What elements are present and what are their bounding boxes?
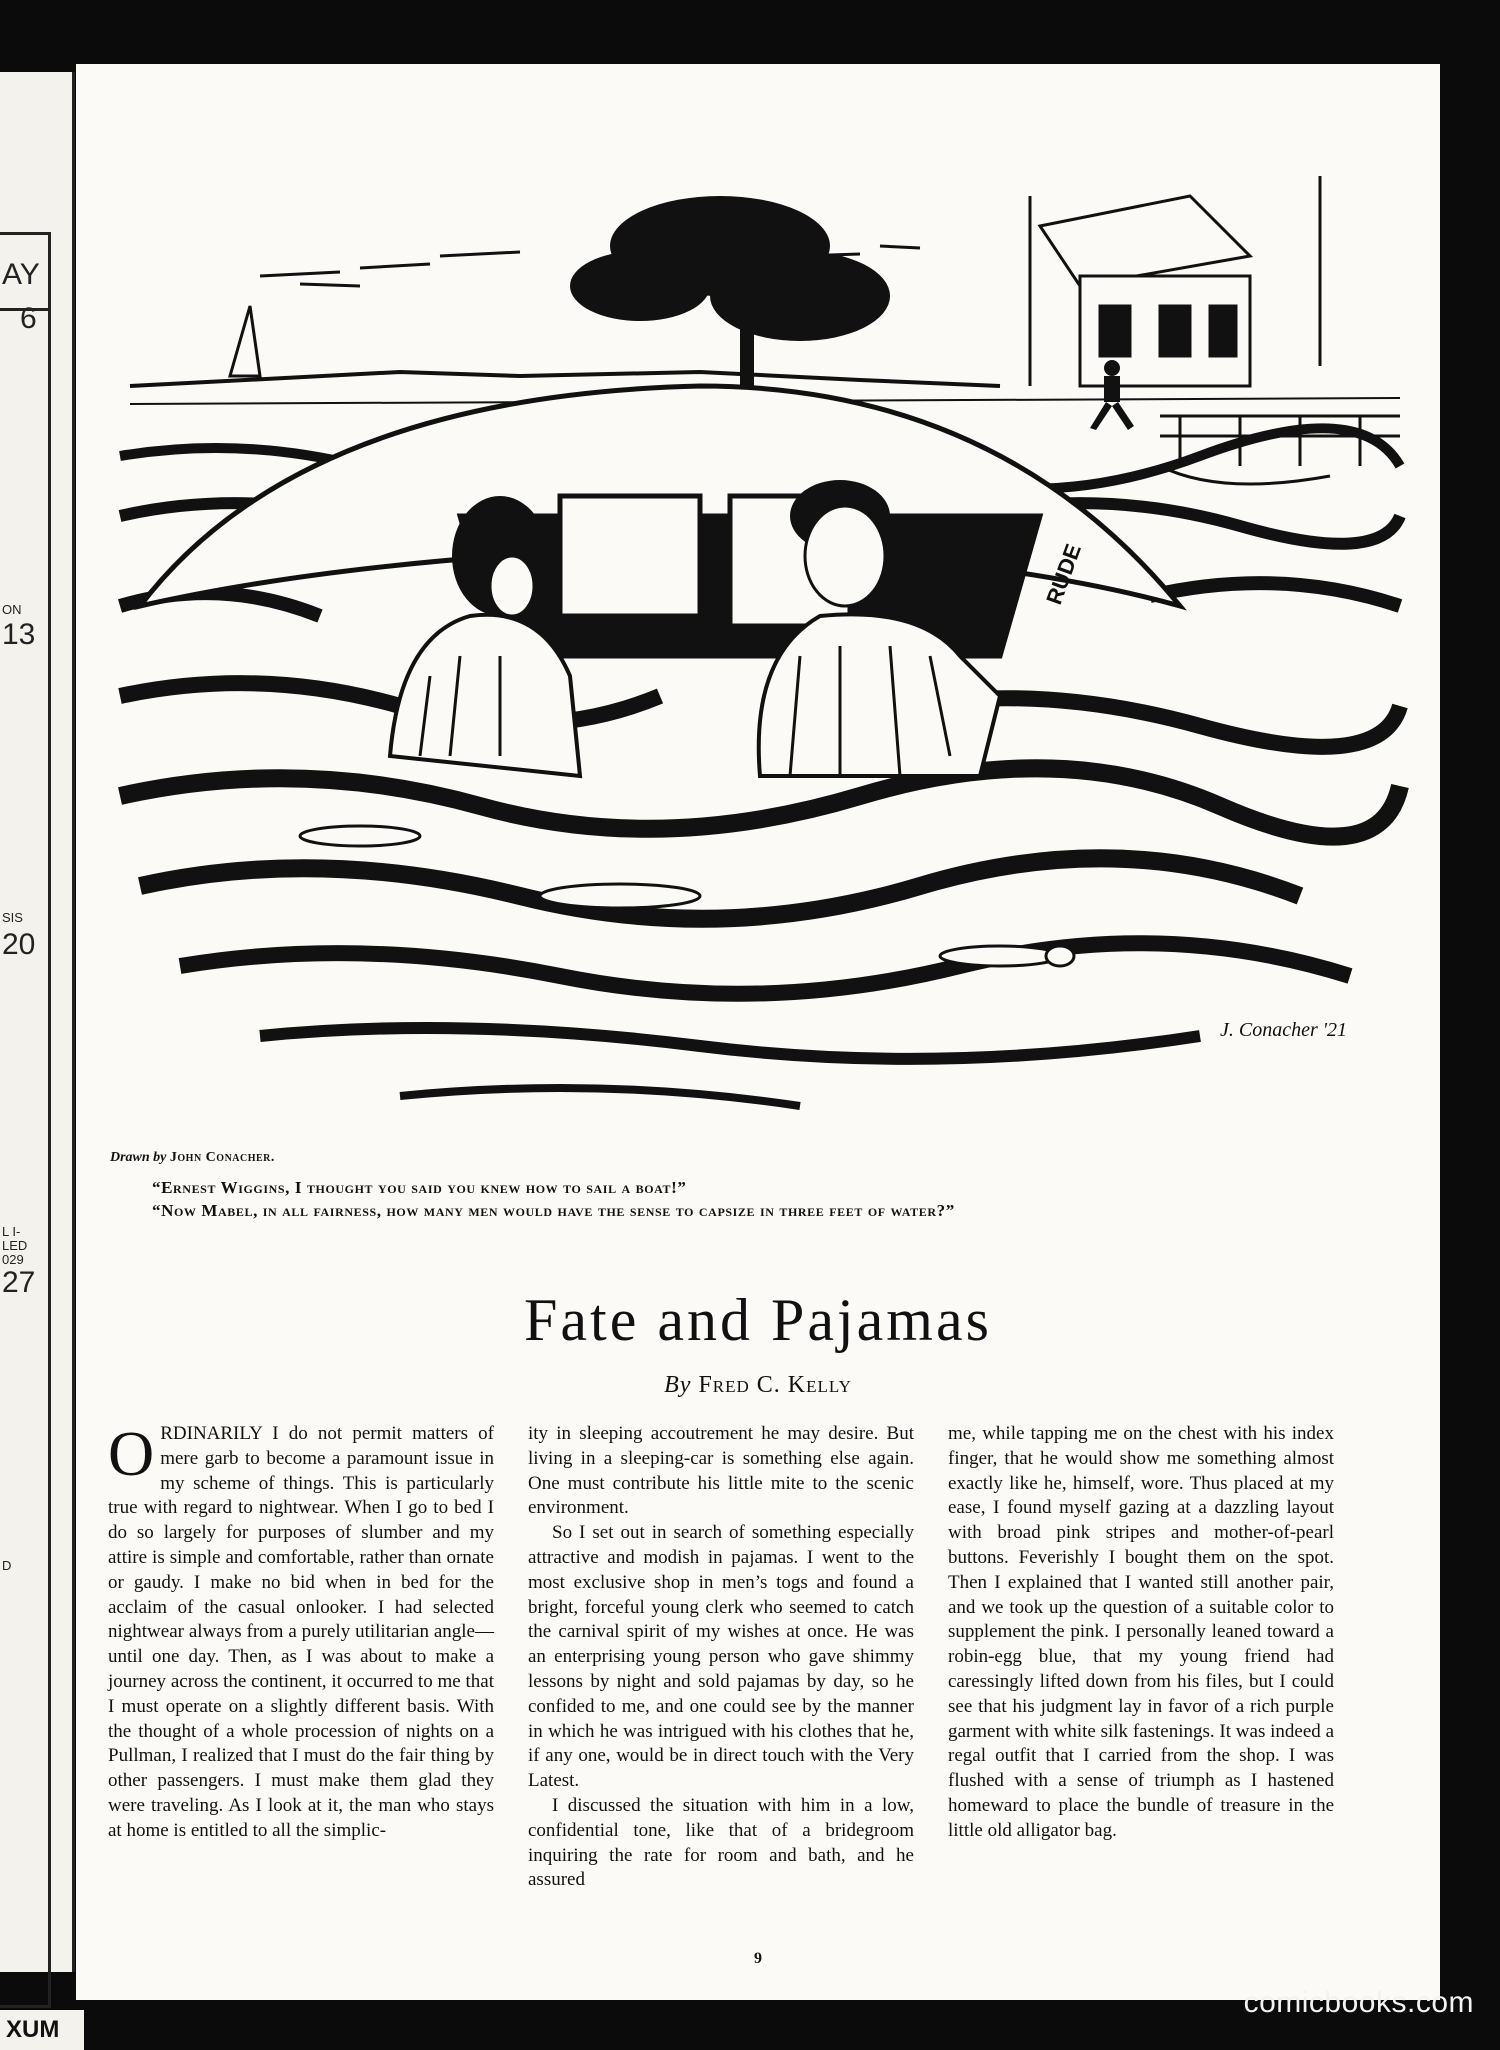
illustration-capsized-boat bbox=[100, 136, 1416, 1156]
left-fragment: 6 bbox=[20, 302, 37, 335]
left-fragment: D bbox=[2, 1558, 12, 1573]
article-column-2 bbox=[528, 1422, 914, 1893]
boat-name: RUDE bbox=[1041, 540, 1087, 608]
article-title: Fate and Pajamas bbox=[524, 1287, 992, 1353]
source-watermark: comicbooks.com bbox=[1243, 1986, 1474, 2019]
article-paragraph: So I set out in search of something especially attractive and modish in pajamas. I went to the most exclusive shop in men’s togs and found a bright, forceful young clerk who seemed to catch the carnival spirit of my wishes at once. He was an enterprising young person who gave shimmy lessons by night and sold pajamas by day, so he confided to me, and one could see by the manner in which he was intrigued with his clothes that he, if any one, would be in direct touch with the Very Latest. bbox=[528, 1522, 914, 1792]
article-paragraph: ity in sleeping accoutrement he may desire. But living in a sleeping-car is something else again. One must contribute his little mite to the scenic environment. bbox=[528, 1423, 914, 1519]
article-paragraph: I discussed the situation with him in a low, confidential tone, like that of a bridegroom inquiring the rate for room and bath, and he assured bbox=[528, 1794, 914, 1891]
byline-author: Fred C. Kelly bbox=[698, 1372, 852, 1398]
article-column-3 bbox=[948, 1422, 1334, 1893]
article-body bbox=[108, 1418, 1408, 1893]
caption-line-2: “Now Mabel, in all fairness, how many men would have the sense to capsize in three feet of water?” bbox=[152, 1201, 955, 1220]
article-paragraph bbox=[108, 1418, 494, 1844]
left-fragment: 13 bbox=[2, 618, 36, 651]
left-fragment: SIS bbox=[2, 910, 23, 925]
left-fragment: AY bbox=[2, 258, 40, 291]
drop-cap: O bbox=[108, 1418, 155, 1489]
artist-signature: J. Conacher '21 bbox=[1220, 1019, 1348, 1041]
credit-artist: John Conacher. bbox=[169, 1150, 275, 1165]
left-page-frame bbox=[0, 232, 51, 2008]
left-fragment: ON bbox=[2, 602, 22, 617]
article-paragraph: me, while tapping me on the chest with his index finger, that he would show me something almost exactly like he, himself, wore. Thus placed at my ease, I found myself gazing at a dazzling layout with broad pink stripes and mother-of-pearl buttons. Feverishly I bought them on the spot. Then I explained that I wanted still another pair, and we took up the question of a suitable color to supplement the pink. I personally leaned toward a robin-egg blue, that my young friend had caressingly lifted down from his files, but I could see that his judgment lay in favor of a rich purple garment with white silk fastenings. It was indeed a regal outfit that I carried from the shop. I was flushed with a sense of triumph as I hastened homeward to place the bundle of treasure in the little old alligator bag. bbox=[948, 1423, 1334, 1841]
article-column-1 bbox=[108, 1418, 494, 1893]
page-number: 9 bbox=[754, 1950, 762, 1967]
credit-prefix: Drawn by bbox=[110, 1150, 167, 1165]
illustration-caption bbox=[152, 1176, 955, 1222]
illustration-credit bbox=[110, 1150, 275, 1166]
left-fragment: 20 bbox=[2, 928, 36, 961]
left-fragment: 029 bbox=[2, 1252, 24, 1267]
magazine-page bbox=[76, 64, 1440, 2000]
left-bottom-tab: XUM bbox=[0, 2010, 84, 2050]
caption-line-1: “Ernest Wiggins, I thought you said you knew how to sail a boat!” bbox=[152, 1178, 687, 1197]
left-fragment: LED bbox=[2, 1238, 28, 1253]
left-fragment: L I- bbox=[2, 1224, 21, 1239]
left-fragment: 27 bbox=[2, 1266, 36, 1299]
article-byline bbox=[76, 1372, 1440, 1399]
byline-prefix: By bbox=[664, 1372, 692, 1398]
paragraph-text: RDINARILY I do not permit matters of mere garb to become a paramount issue in my scheme of things. This is particularly true with regard to nightwear. When I go to bed I do so largely for purposes of slumber and my attire is simple and comfortable, rather than ornate or gaudy. I make no bid when in bed for the acclaim of the casual onlooker. I had selected nightwear always from a purely utilitarian angle—until one day. Then, as I was about to make a journey across the continent, it occurred to me that I must operate on a slightly different basis. With the thought of a whole procession of nights on a Pullman, I realized that I must do the fair thing by other passengers. I must make them glad they were traveling. As I look at it, the man who stays at home is entitled to all the simplic- bbox=[108, 1423, 494, 1841]
left-page-edge bbox=[0, 72, 75, 1972]
